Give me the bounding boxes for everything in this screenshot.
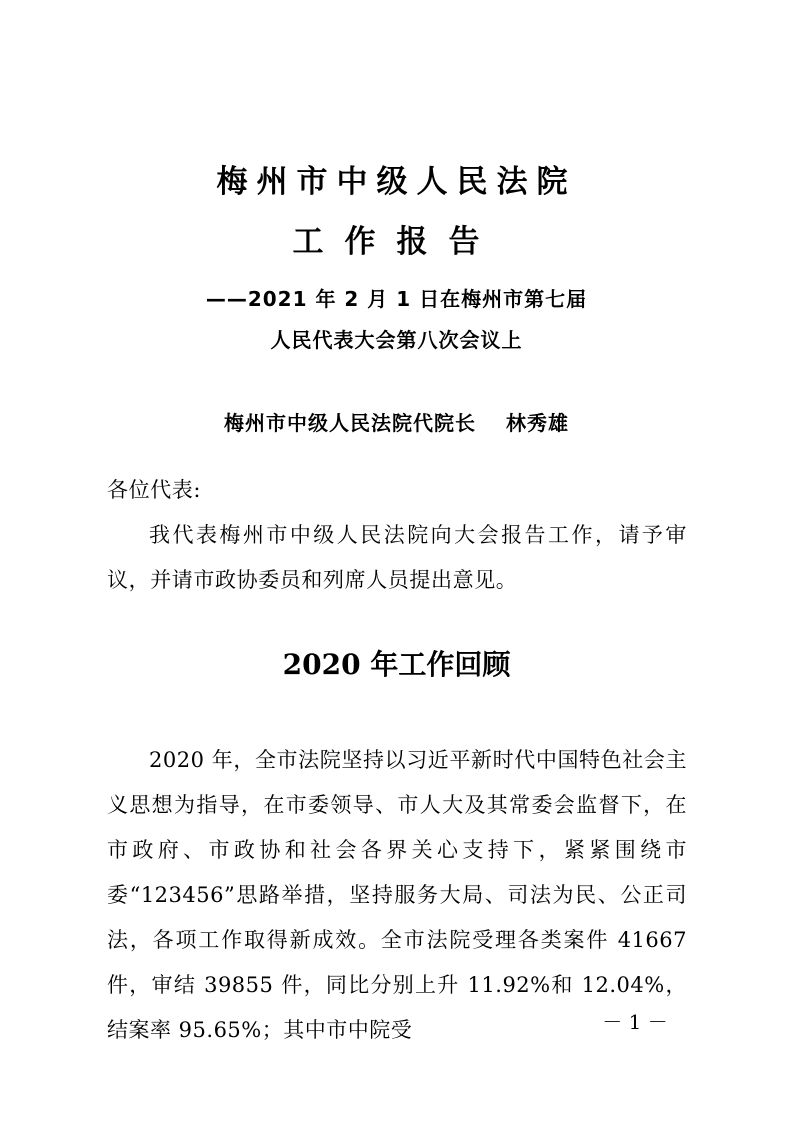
section-heading-2020-review: 2020 年工作回顾 [282, 648, 511, 681]
author-role: 梅州市中级人民法院代院长 [224, 411, 476, 435]
report-title-work-report: 工作报告 [292, 224, 501, 260]
salutation: 各位代表: [107, 478, 202, 502]
author-name: 林秀雄 [506, 411, 569, 435]
intro-paragraph: 我代表梅州市中级人民法院向大会报告工作，请予审议，并请市政协委员和列席人员提出意见。 [107, 523, 687, 592]
report-title-court: 梅州市中级人民法院 [216, 164, 577, 200]
report-author [0, 408, 793, 438]
report-subtitle-date: ——2021 年 2 月 1 日在梅州市第七届 [205, 287, 588, 311]
body-paragraph: 2020 年，全市法院坚持以习近平新时代中国特色社会主义思想为指导，在市委领导、市人大及其常委会监督下，在市政府、市政协和社会各界关心支持下，紧紧围绕市委“123456”思路举措，坚持服务大局、司法为民、公正司法，各项工作取得新成效。全市法院受理各类案件 41667 件，审结 39855 件，同比分别上升 11.92%和 12.04%，结案率 95.65%；其中市中院受 [107, 748, 687, 1042]
page-number: － 1 － [602, 1010, 668, 1034]
report-subtitle-meeting: 人民代表大会第八次会议上 [270, 328, 523, 352]
